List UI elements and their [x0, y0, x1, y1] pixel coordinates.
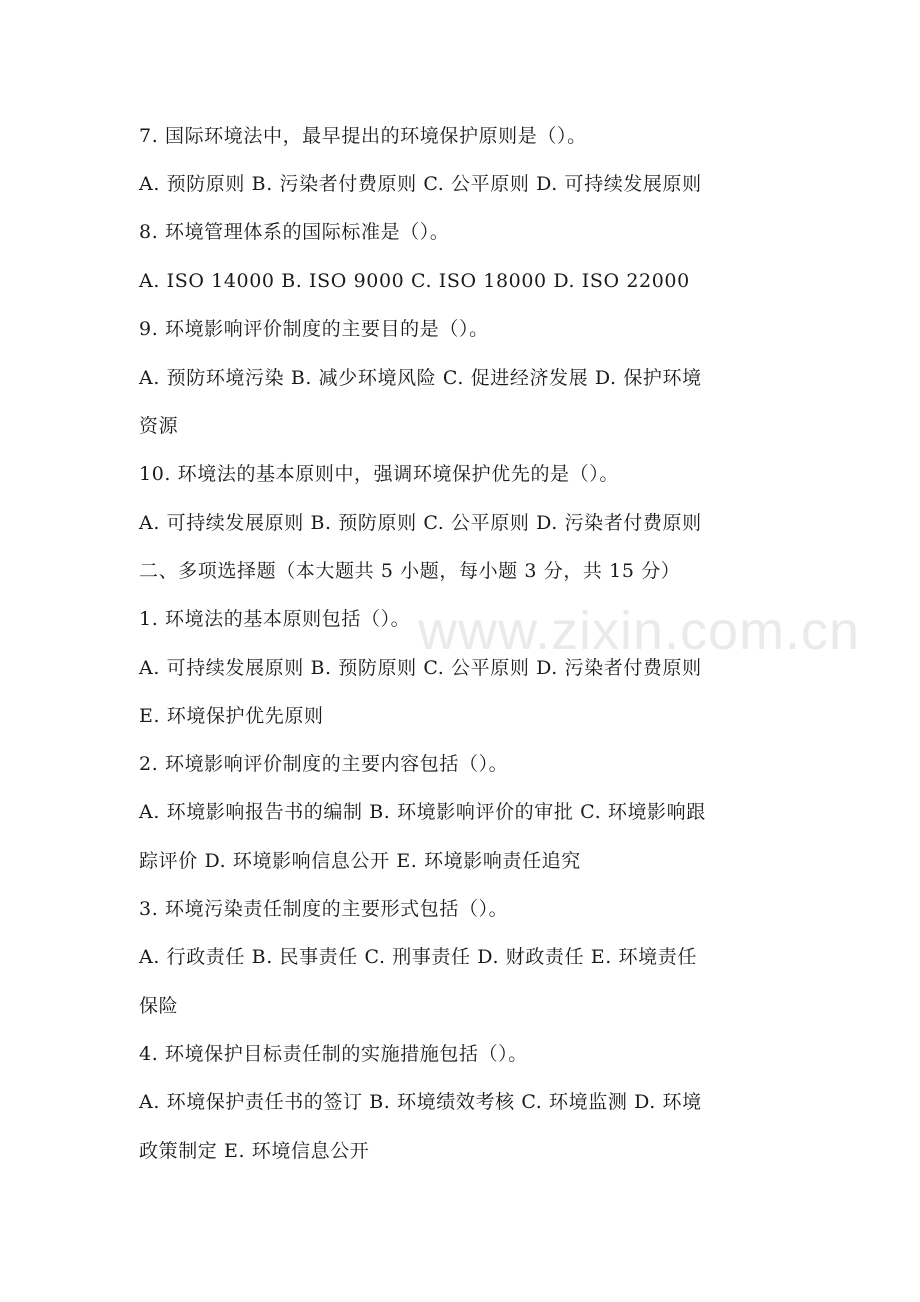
mc-question-1: 1. 环境法的基本原则包括（）。	[139, 608, 411, 630]
mc-question-2-options: A. 环境影响报告书的编制 B. 环境影响评价的审批 C. 环境影响跟	[139, 801, 706, 823]
mc-question-3: 3. 环境污染责任制度的主要形式包括（）。	[139, 898, 509, 920]
question-8: 8. 环境管理体系的国际标准是（）。	[139, 221, 450, 243]
question-7-options: A. 预防原则 B. 污染者付费原则 C. 公平原则 D. 可持续发展原则	[139, 173, 702, 195]
mc-question-2: 2. 环境影响评价制度的主要内容包括（）。	[139, 753, 509, 775]
mc-question-1-options-cont: E. 环境保护优先原则	[139, 705, 324, 727]
mc-question-1-options: A. 可持续发展原则 B. 预防原则 C. 公平原则 D. 污染者付费原则	[139, 657, 702, 679]
watermark: www.zixin.com.cn	[418, 601, 861, 661]
mc-question-4-options-cont: 政策制定 E. 环境信息公开	[139, 1140, 370, 1162]
mc-question-4-options: A. 环境保护责任书的签订 B. 环境绩效考核 C. 环境监测 D. 环境	[139, 1091, 702, 1113]
question-10: 10. 环境法的基本原则中，强调环境保护优先的是（）。	[139, 463, 619, 485]
mc-question-2-options-cont: 踪评价 D. 环境影响信息公开 E. 环境影响责任追究	[139, 850, 581, 872]
mc-question-3-options: A. 行政责任 B. 民事责任 C. 刑事责任 D. 财政责任 E. 环境责任	[139, 946, 697, 968]
question-9-options-cont: 资源	[139, 415, 179, 437]
question-9-options: A. 预防环境污染 B. 减少环境风险 C. 促进经济发展 D. 保护环境	[139, 367, 702, 389]
mc-question-4: 4. 环境保护目标责任制的实施措施包括（）。	[139, 1043, 528, 1065]
question-10-options: A. 可持续发展原则 B. 预防原则 C. 公平原则 D. 污染者付费原则	[139, 512, 702, 534]
question-8-options: A. ISO 14000 B. ISO 9000 C. ISO 18000 D. ISO 22000	[139, 270, 690, 292]
section-heading-multiple-choice: 二、多项选择题（本大题共 5 小题，每小题 3 分，共 15 分）	[139, 560, 681, 582]
question-9: 9. 环境影响评价制度的主要目的是（）。	[139, 318, 489, 340]
mc-question-3-options-cont: 保险	[139, 995, 179, 1017]
question-7: 7. 国际环境法中，最早提出的环境保护原则是（）。	[139, 125, 587, 147]
